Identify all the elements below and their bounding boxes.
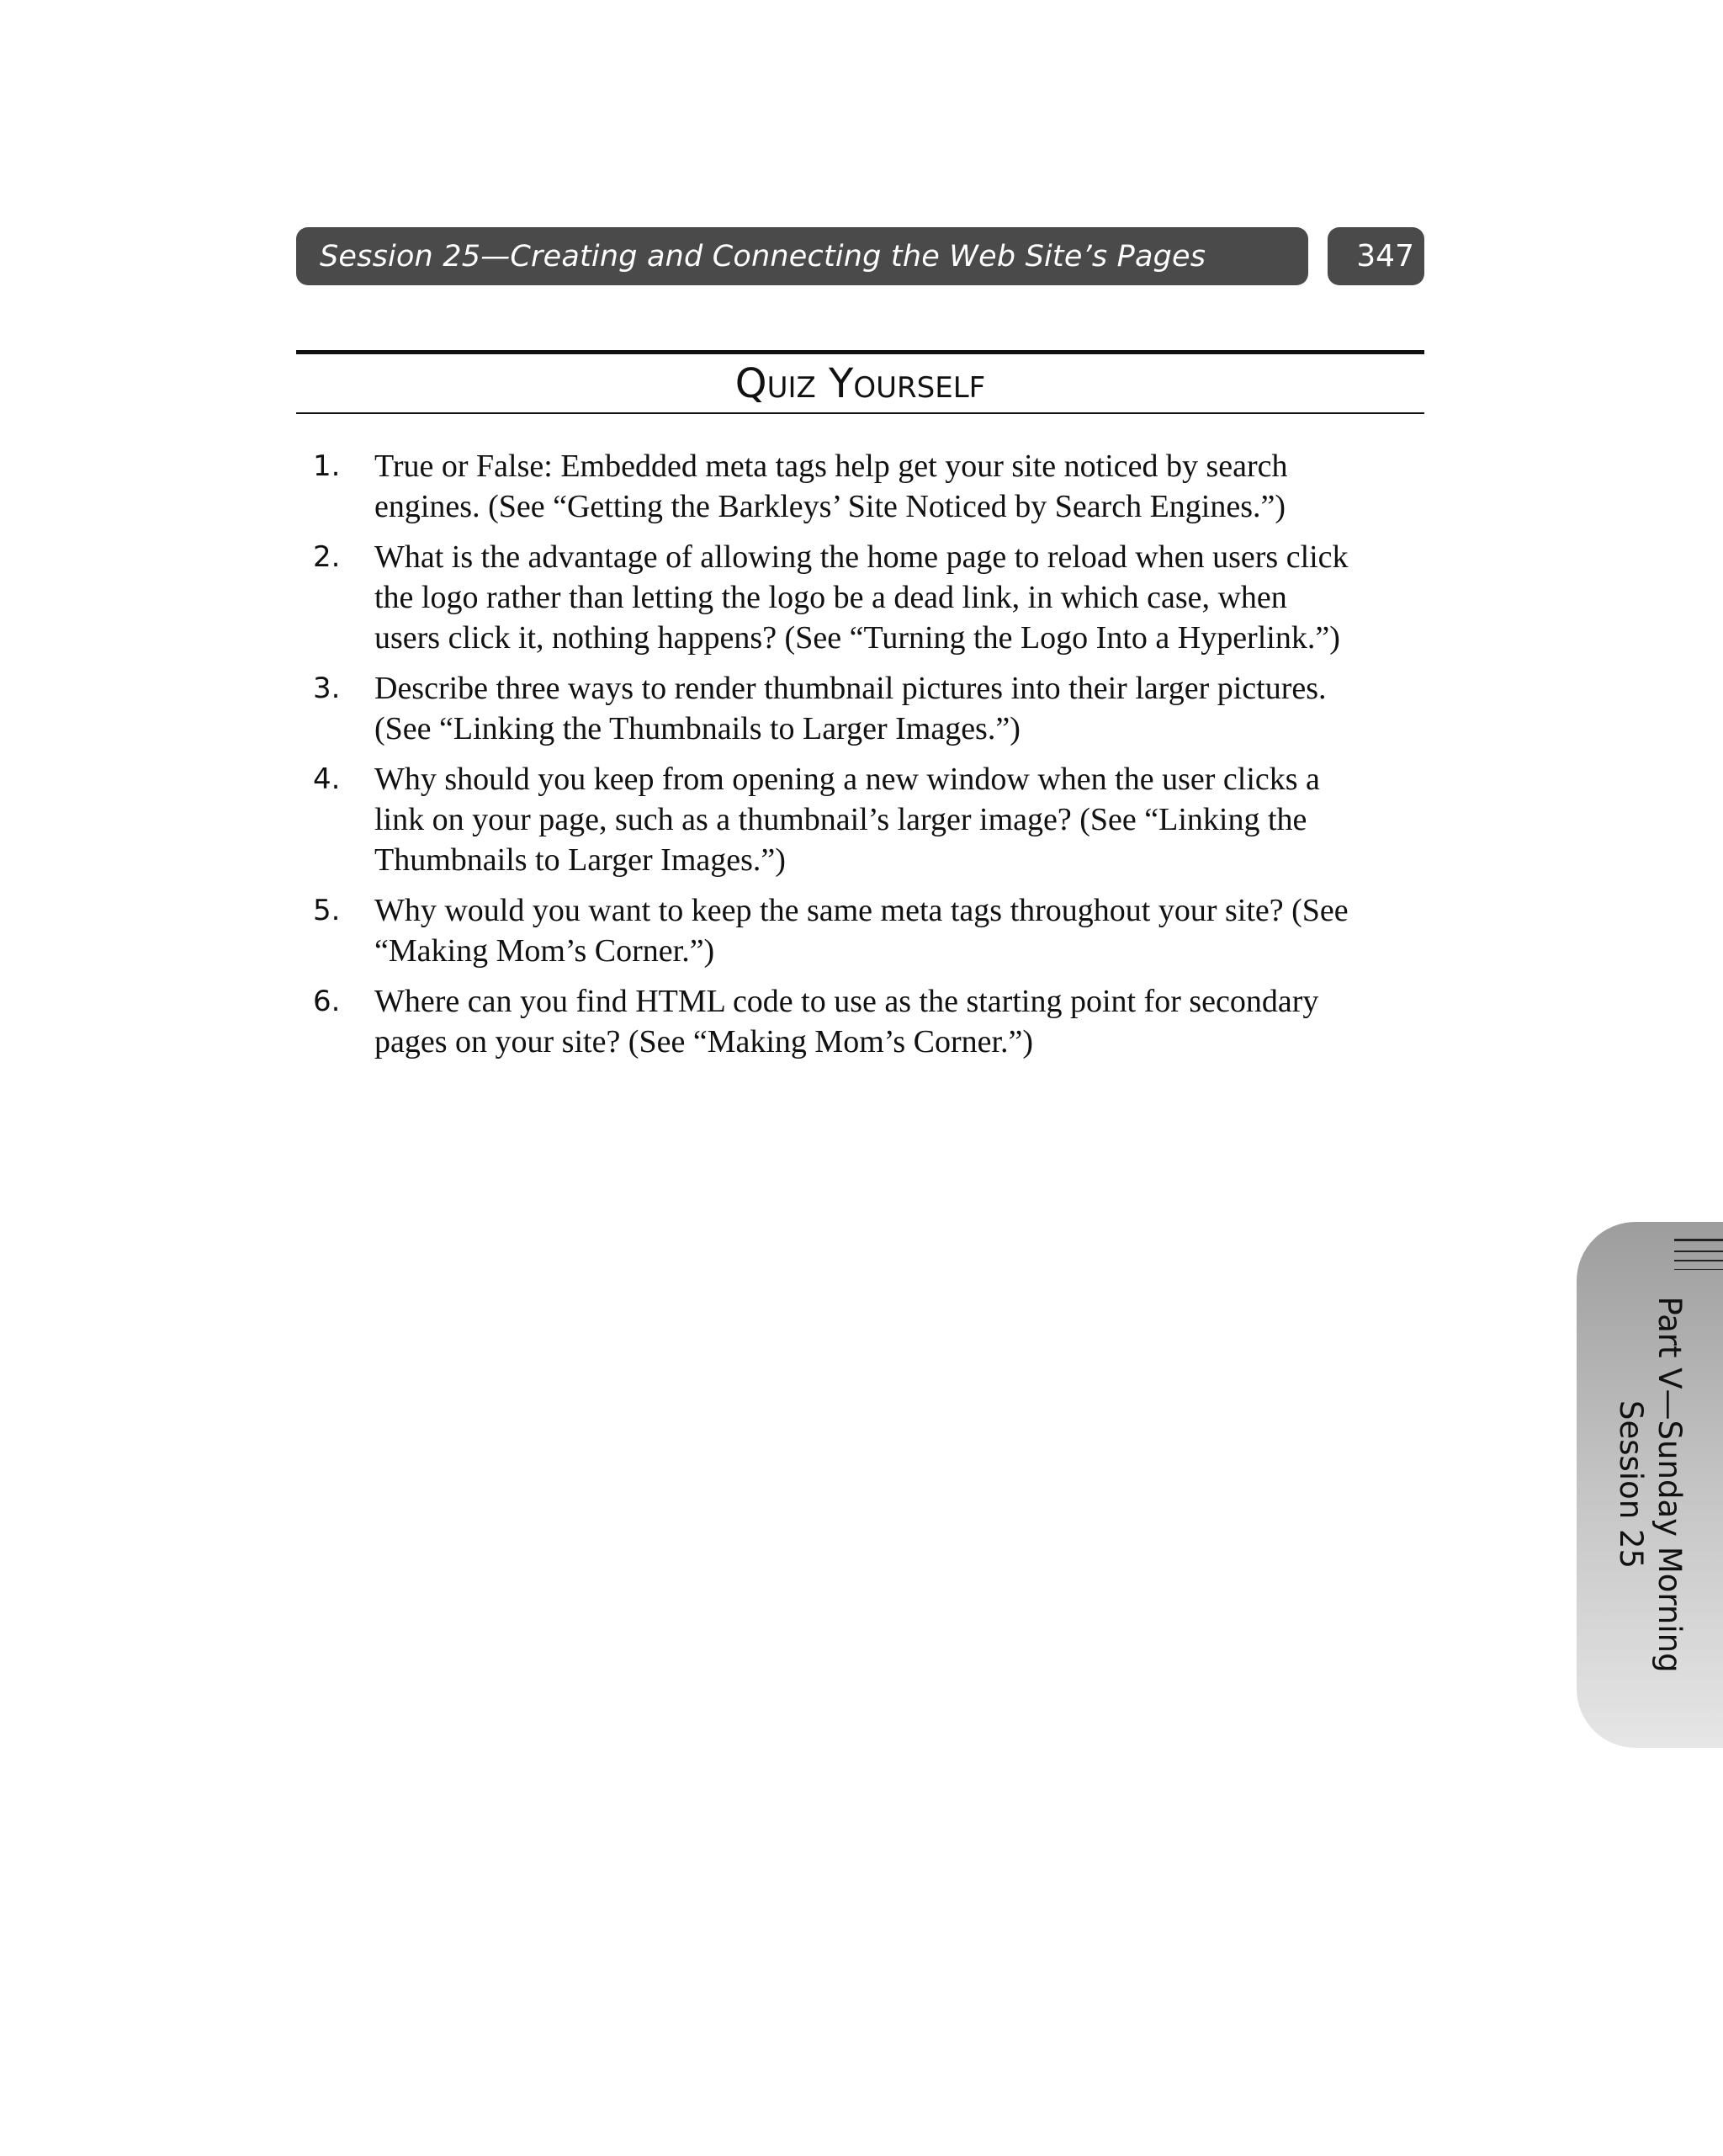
running-header — [296, 227, 1308, 285]
quiz-list — [313, 446, 1373, 1072]
part-tab-line-session: Session 25 — [1613, 1399, 1649, 1569]
page-number: 347 — [1356, 239, 1414, 273]
quiz-item-2 — [313, 537, 1373, 658]
quiz-item-text: What is the advantage of allowing the home page to reload when users click the logo rather than letting the logo be a dead link, in which case, when users click it, nothing happens? (See “Turning the Logo Into a Hyperlink.”) — [374, 539, 1349, 656]
part-tab-label — [1611, 1296, 1689, 1672]
quiz-item-5 — [313, 890, 1373, 971]
tab-decoration-line — [1674, 1269, 1723, 1270]
quiz-item-number: 5. — [313, 894, 341, 927]
quiz-item-number: 3. — [313, 672, 341, 705]
session-title: Session 25—Creating and Connecting the Web Site’s Pages — [320, 239, 1206, 273]
quiz-item-4 — [313, 759, 1373, 880]
quiz-item-text: Why should you keep from opening a new window when the user clicks a link on your page, such as a thumbnail’s larger image? (See “Linking the Thumbnails to Larger Images.”) — [374, 762, 1320, 878]
page-number-box — [1328, 227, 1424, 285]
quiz-item-text: True or False: Embedded meta tags help get your site noticed by search engines. (See “Getting the Barkleys’ Site Noticed by Search Engines.”) — [374, 449, 1288, 524]
section-title: Quiz Yourself — [734, 360, 986, 407]
section-rule-bottom — [296, 412, 1424, 414]
tab-decoration-line — [1674, 1260, 1723, 1261]
quiz-item-1 — [313, 446, 1373, 527]
quiz-item-number: 1. — [313, 449, 341, 483]
quiz-item-number: 2. — [313, 540, 341, 574]
quiz-item-text: Why would you want to keep the same meta tags throughout your site? (See “Making Mom’s Corner.”) — [374, 893, 1349, 969]
quiz-item-number: 6. — [313, 985, 341, 1018]
tab-decoration-line — [1674, 1239, 1723, 1241]
section-rule-top — [296, 350, 1424, 354]
quiz-item-6 — [313, 981, 1373, 1062]
quiz-item-text: Describe three ways to render thumbnail pictures into their larger pictures. (See “Linking the Thumbnails to Larger Images.”) — [374, 671, 1327, 746]
tab-decoration-line — [1674, 1251, 1723, 1252]
quiz-item-3 — [313, 668, 1373, 749]
part-tab-line-part: Part V—Sunday Morning — [1651, 1296, 1688, 1673]
quiz-item-text: Where can you find HTML code to use as the starting point for secondary pages on your site? (See “Making Mom’s Corner.”) — [374, 984, 1319, 1059]
quiz-item-number: 4. — [313, 762, 341, 796]
